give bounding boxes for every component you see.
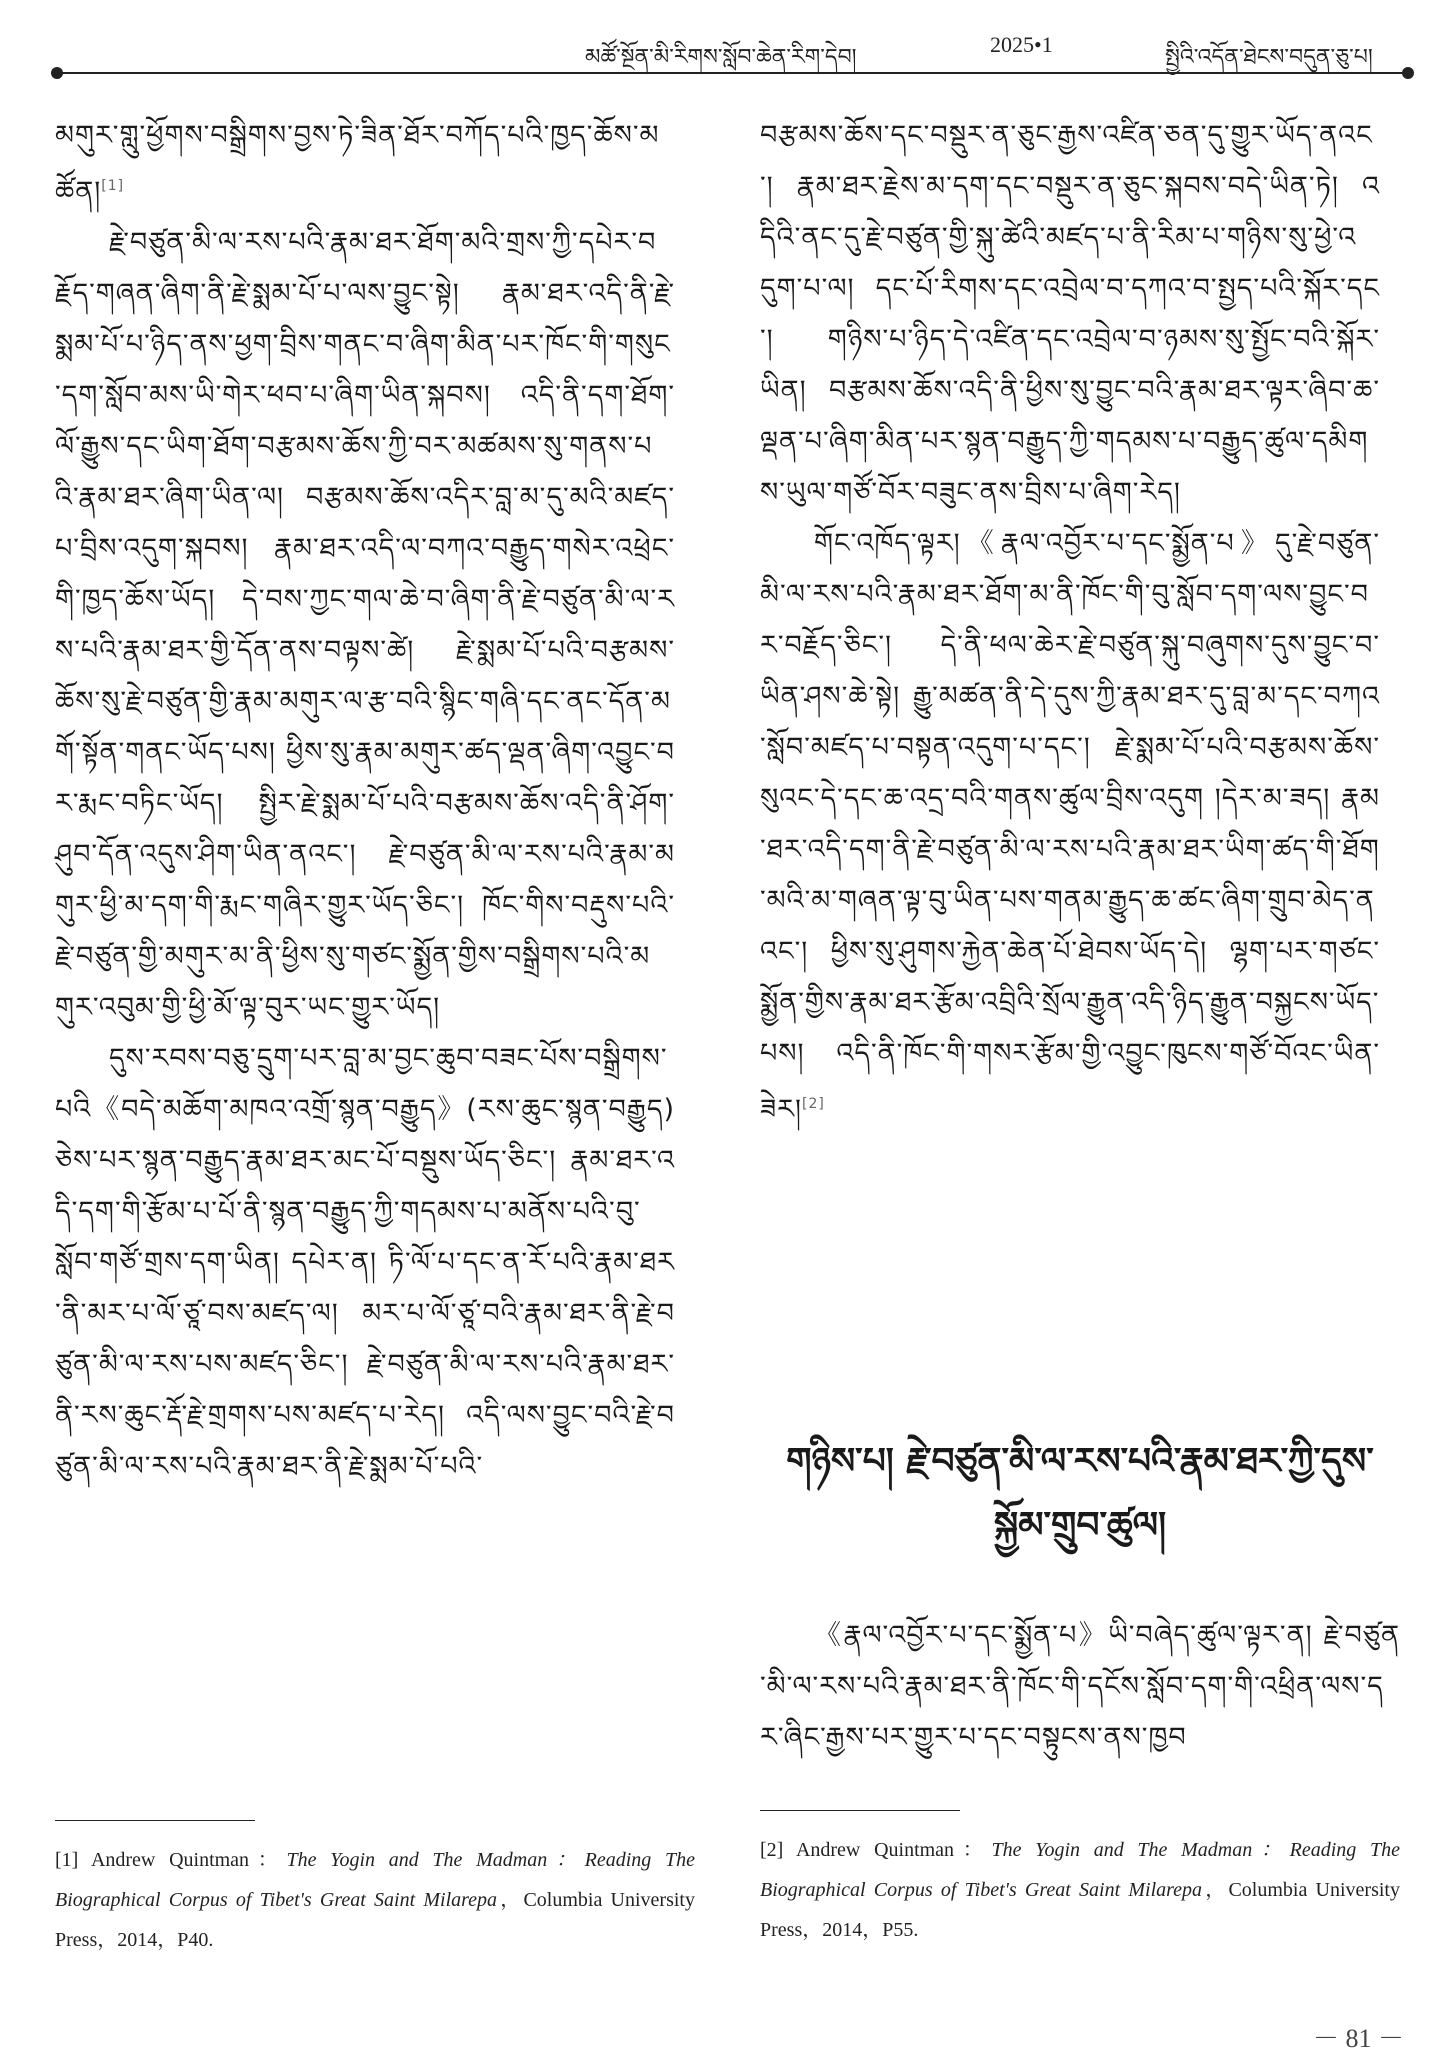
paragraph: བརྩམས་ཆོས་དང་བསྡུར་ན་ཅུང་རྒྱས་འཛིན་ཅན་དུ་གྱུར་ཡོད་ནའང་། རྣམ་ཐར་རྗེས་མ་དག་དང་བསྡུར་ན་ཅུང་སྐབས་བདེ་ཡིན་ཏེ། འདིའི་ནང་དུ་རྗེ་བཙུན་གྱི་སྐུ་ཚེའི་མཛད་པ་ནི་རིམ་པ་གཉིས་སུ་ཕྱེ་འདུག་པ་ལ། དང་པོ་རིགས་དང་འབྲེལ་བ་དཀའ་བ་སྤྱད་པའི་སྐོར་དང་། གཉིས་པ་ཉིད་དེ་འཛིན་དང་འབྲེལ་བ་ཉམས་སུ་སྤྱོང་བའི་སྐོར་ཡིན། བརྩམས་ཆོས་འདི་ནི་ཕྱིས་སུ་བྱུང་བའི་རྣམ་ཐར་ལྟར་ཞིབ་ཆ་ལྡན་པ་ཞིག་མིན་པར་སྙན་བརྒྱུད་ཀྱི་གདམས་པ་བརྒྱུད་ཚུལ་དམིགས་ཡུལ་གཙོ་བོར་བཟུང་ནས་བྲིས་པ་ཞིག་རེད། xyxy=(760,120,1380,508)
header-rule xyxy=(55,72,1410,74)
footnote-rule-right xyxy=(760,1810,960,1811)
journal-title: མཚོ་སྔོན་མི་རིགས་སློབ་ཆེན་རིག་དེབ། xyxy=(585,45,857,70)
running-header xyxy=(55,28,1410,72)
footnote-1: [1] Andrew Quintman：The Yogin and The Madman：Reading The Biographical Corpus of Tibet's Great Saint Milarepa，Columbia University Press，2014，P40. xyxy=(55,1849,695,1951)
footnote-rule-left xyxy=(55,1820,255,1821)
footnote-marker[interactable]: [1] xyxy=(101,178,125,194)
left-column xyxy=(55,110,675,1492)
section-heading: གཉིས་པ། རྗེ་བཙུན་མི་ལ་རས་པའི་རྣམ་ཐར་ཀྱི་དུས་སྐྱོམ་གྲུབ་ཚུལ། xyxy=(786,1441,1374,1546)
page-number: － 81 － xyxy=(1312,2024,1404,2053)
paragraph: རྗེ་བཙུན་མི་ལ་རས་པའི་རྣམ་ཐར་ཐོག་མའི་གྲས་ཀྱི་དཔེར་བརྗོད་གཞན་ཞིག་ནི་རྗེ་སྨམ་པོ་པ་ལས་བྱུང་སྟེ། རྣམ་ཐར་འདི་ནི་རྗེ་སྨམ་པོ་པ་ཉིད་ནས་ཕྱག་བྲིས་གནང་བ་ཞིག་མིན་པར་ཁོང་གི་གསུང་དག་སློབ་མས་ཡི་གེར་ཕབ་པ་ཞིག་ཡིན་སྐབས། འདི་ནི་དག་ཐོག་ལོ་རྒྱུས་དང་ཡིག་ཐོག་བརྩམས་ཆོས་ཀྱི་བར་མཚམས་སུ་གནས་པའི་རྣམ་ཐར་ཞིག་ཡིན་ལ། བརྩམས་ཆོས་འདིར་བླ་མ་དུ་མའི་མཛད་པ་བྲིས་འདུག་སྐབས། རྣམ་ཐར་འདི་ལ་བཀའ་བརྒྱུད་གསེར་འཕྲེང་གི་ཁྱད་ཆོས་ཡོད། དེ་བས་ཀྱང་གལ་ཆེ་བ་ཞིག་ནི་རྗེ་བཙུན་མི་ལ་རས་པའི་རྣམ་ཐར་གྱི་དོན་ནས་བལྟས་ཚེ། རྗེ་སྨམ་པོ་པའི་བརྩམས་ཆོས་སུ་རྗེ་བཙུན་གྱི་རྣམ་མགུར་ལ་རྩ་བའི་སྙིང་གཞི་དང་ནང་དོན་མགོ་སྟོན་གནང་ཡོད་པས། ཕྱིས་སུ་རྣམ་མགུར་ཚད་ལྡན་ཞིག་འབྱུང་བར་རྨང་བཏིང་ཡོད། སྤྱིར་རྗེ་སྨམ་པོ་པའི་བརྩམས་ཆོས་འདི་ནི་ཤོག་ཤུབ་དོན་འདུས་ཤིག་ཡིན་ནའང་། རྗེ་བཙུན་མི་ལ་རས་པའི་རྣམ་མགུར་ཕྱི་མ་དག་གི་རྨང་གཞིར་གྱུར་ཡོད་ཅིང་། ཁོང་གིས་བརྡུས་པའི་རྗེ་བཙུན་གྱི་མགུར་མ་ནི་ཕྱིས་སུ་གཙང་སྨྱོན་གྱིས་བསྒྲིགས་པའི་མགུར་འབུམ་གྱི་ཕྱི་མོ་ལྟ་བུར་ཡང་གྱུར་ཡོད། xyxy=(55,227,675,1023)
paragraph: 《རྣལ་འབྱོར་པ་དང་སྨྱོན་པ》ཡི་བཞེད་ཚུལ་ལྟར་ན། རྗེ་བཙུན་མི་ལ་རས་པའི་རྣམ་ཐར་ནི་ཁོང་གི་དངོས་སློབ་དག་གི་འཕྲིན་ལས་དར་ཞིང་རྒྱས་པར་གྱུར་པ་དང་བསྟུངས་ནས་ཁྱབ xyxy=(760,1620,1400,1753)
footnote-marker[interactable]: [2] xyxy=(802,1096,825,1112)
paragraph: མགུར་གླུ་ཕྱོགས་བསྒྲིགས་བྱས་ཏེ་ཟིན་ཐོར་བཀོད་པའི་ཁྱད་ཆོས་མཚོན།[1] xyxy=(55,120,660,207)
paragraph: གོང་འཁོད་ལྟར།《རྣལ་འབྱོར་པ་དང་སྨྱོན་པ》དུ་རྗེ་བཙུན་མི་ལ་རས་པའི་རྣམ་ཐར་ཐོག་མ་ནི་ཁོང་གི་བུ་སློབ་དག་ལས་བྱུང་བར་བརྗོད་ཅིང་། དེ་ནི་ཕལ་ཆེར་རྗེ་བཙུན་སྐུ་བཞུགས་དུས་བྱུང་བ་ཡིན་ཤས་ཆེ་སྟེ། རྒྱུ་མཚན་ནི་དེ་དུས་ཀྱི་རྣམ་ཐར་དུ་བླ་མ་དང་བཀའ་སློབ་མཛད་པ་བསྟན་འདུག་པ་དང་། རྗེ་སྨམ་པོ་པའི་བརྩམས་ཆོས་སུའང་དེ་དང་ཆ་འདྲ་བའི་གནས་ཚུལ་བྲིས་འདུག །དེར་མ་ཟད། རྣམ་ཐར་འདི་དག་ནི་རྗེ་བཙུན་མི་ལ་རས་པའི་རྣམ་ཐར་ཡིག་ཚད་གི་ཐོག་མའི་མ་གཞན་ལྟ་བུ་ཡིན་པས་གནམ་རྒྱུད་ཆ་ཚང་ཞིག་གྲུབ་མེད་ནའང་། ཕྱིས་སུ་ཤུགས་རྐྱེན་ཆེན་པོ་ཐེབས་ཡོད་དེ། ལྷག་པར་གཙང་སྨྱོན་གྱིས་རྣམ་ཐར་རྩོམ་འབྲིའི་སྲོལ་རྒྱུན་འདི་ཉིད་རྒྱུན་བསྐྱངས་ཡོད་པས། འདི་ནི་ཁོང་གི་གསར་རྩོམ་གྱི་འབྱུང་ཁུངས་གཙོ་བོའང་ཡིན་ཟེར།[2] xyxy=(760,528,1380,1125)
footnote-2: [2] Andrew Quintman：The Yogin and The Madman：Reading The Biographical Corpus of Tibet's Great Saint Milarepa，Columbia University Press，2014，P55. xyxy=(760,1839,1400,1941)
right-column xyxy=(760,110,1380,1135)
issue-number: 2025•1 xyxy=(990,32,1053,57)
section-body xyxy=(760,1610,1400,1763)
section-name: སྤྱིའི་འདོན་ཐེངས་བདུན་ཅུ་པ། xyxy=(1165,45,1373,70)
paragraph: དུས་རབས་བཅུ་དྲུག་པར་བླ་མ་བྱང་ཆུབ་བཟང་པོས་བསྒྲིགས་པའི《བདེ་མཆོག་མཁའ་འགྲོ་སྙན་བརྒྱུད》(རས་ཆུང་སྙན་བརྒྱུད)ཅེས་པར་སྙན་བརྒྱུད་རྣམ་ཐར་མང་པོ་བསྡུས་ཡོད་ཅིང་། རྣམ་ཐར་འདི་དག་གི་རྩོམ་པ་པོ་ནི་སྙན་བརྒྱུད་ཀྱི་གདམས་པ་མནོས་པའི་བུ་སློབ་གཙོ་གྲས་དག་ཡིན། དཔེར་ན། ཏི་ལོ་པ་དང་ན་རོ་པའི་རྣམ་ཐར་ནི་མར་པ་ལོ་ཙཱ་བས་མཛད་ལ། མར་པ་ལོ་ཙཱ་བའི་རྣམ་ཐར་ནི་རྗེ་བཙུན་མི་ལ་རས་པས་མཛད་ཅིང་། རྗེ་བཙུན་མི་ལ་རས་པའི་རྣམ་ཐར་ནི་རས་ཆུང་རྡོ་རྗེ་གྲགས་པས་མཛད་པ་རེད། འདི་ལས་བྱུང་བའི་རྗེ་བཙུན་མི་ལ་རས་པའི་རྣམ་ཐར་ནི་རྗེ་སྨམ་པོ་པའི་ xyxy=(55,1043,675,1482)
header-dot-right xyxy=(1402,67,1414,79)
